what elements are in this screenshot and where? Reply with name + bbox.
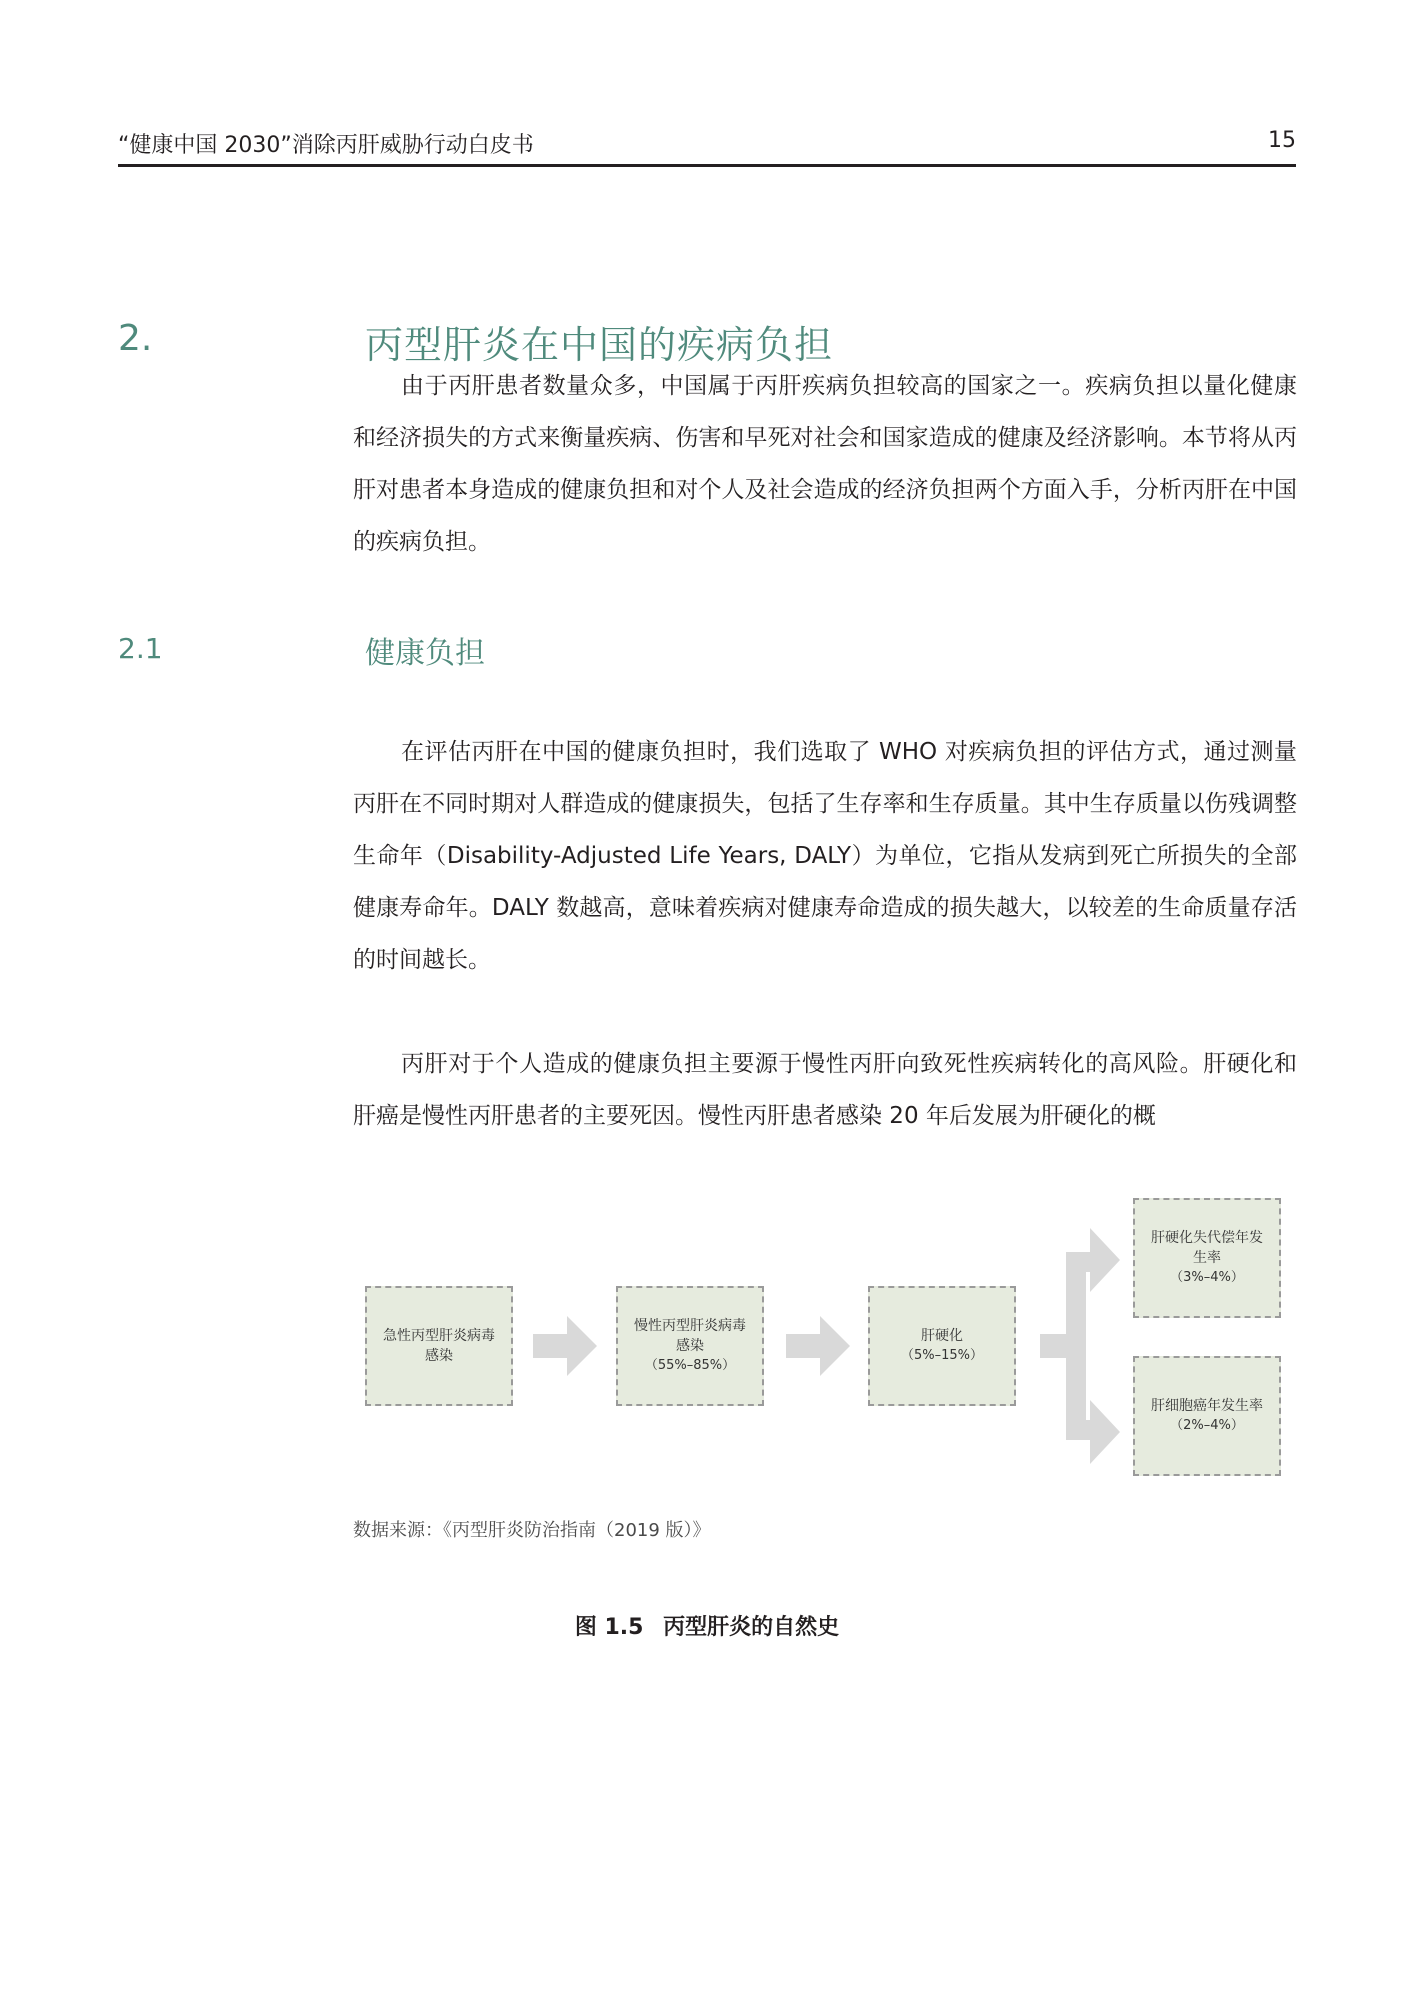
flow-box-decompensation-label: 肝硬化失代偿年发生率 <box>1151 1230 1263 1266</box>
body-paragraph-2: 丙肝对于个人造成的健康负担主要源于慢性丙肝向致死性疾病转化的高风险。肝硬化和肝癌是慢性丙肝患者的主要死因。慢性丙肝患者感染 20 年后发展为肝硬化的概 <box>353 1051 1297 1129</box>
flow-box-acute <box>365 1286 513 1406</box>
body-paragraph-1: 在评估丙肝在中国的健康负担时，我们选取了 WHO 对疾病负担的评估方式，通过测量丙肝在不同时期对人群造成的健康损失，包括了生存率和生存质量。其中生存质量以伤残调整生命年（Disability-Adjusted Life Years, DALY）为单位，它指从发病到死亡所损失的全部健康寿命年。DALY 数越高，意味着疾病对健康寿命造成的损失越大，以较差的生命质量存活的时间越长。 <box>353 739 1297 973</box>
header-rule <box>118 164 1296 167</box>
figure-caption-number: 图 1.5 <box>574 1615 644 1640</box>
section-number: 2. <box>118 318 153 359</box>
running-header-title: “健康中国 2030”消除丙肝威胁行动白皮书 <box>118 133 534 158</box>
flow-box-chronic-value: （55%–85%） <box>644 1358 736 1373</box>
arrow-1 <box>533 1316 597 1376</box>
flow-box-cirrhosis-label: 肝硬化 <box>921 1328 963 1344</box>
figure-caption <box>0 1610 1414 1641</box>
section-title: 丙型肝炎在中国的疾病负担 <box>365 323 834 367</box>
arrow-2 <box>786 1316 850 1376</box>
subsection-title: 健康负担 <box>365 636 485 671</box>
flow-box-chronic <box>616 1286 764 1406</box>
flow-box-hcc-value: （2%–4%） <box>1170 1418 1244 1433</box>
flow-box-hcc <box>1133 1356 1281 1476</box>
flow-box-decompensation-value: （3%–4%） <box>1170 1270 1244 1285</box>
flow-box-hcc-label: 肝细胞癌年发生率 <box>1151 1398 1263 1414</box>
flow-box-acute-label: 急性丙型肝炎病毒感染 <box>383 1328 495 1364</box>
figure-caption-title: 丙型肝炎的自然史 <box>663 1615 840 1640</box>
flow-box-decompensation <box>1133 1198 1281 1318</box>
subsection-number: 2.1 <box>118 632 163 665</box>
arrow-branch <box>1040 1228 1120 1464</box>
page-number: 15 <box>1268 128 1296 153</box>
flow-box-chronic-label: 慢性丙型肝炎病毒感染 <box>634 1318 746 1354</box>
section-intro-paragraph: 由于丙肝患者数量众多，中国属于丙肝疾病负担较高的国家之一。疾病负担以量化健康和经济损失的方式来衡量疾病、伤害和早死对社会和国家造成的健康及经济影响。本节将从丙肝对患者本身造成的健康负担和对个人及社会造成的经济负担两个方面入手，分析丙肝在中国的疾病负担。 <box>353 373 1297 555</box>
flow-box-cirrhosis <box>868 1286 1016 1406</box>
flow-box-cirrhosis-value: （5%–15%） <box>900 1348 984 1363</box>
figure-source: 数据来源：《丙型肝炎防治指南（2019 版）》 <box>353 1520 711 1541</box>
